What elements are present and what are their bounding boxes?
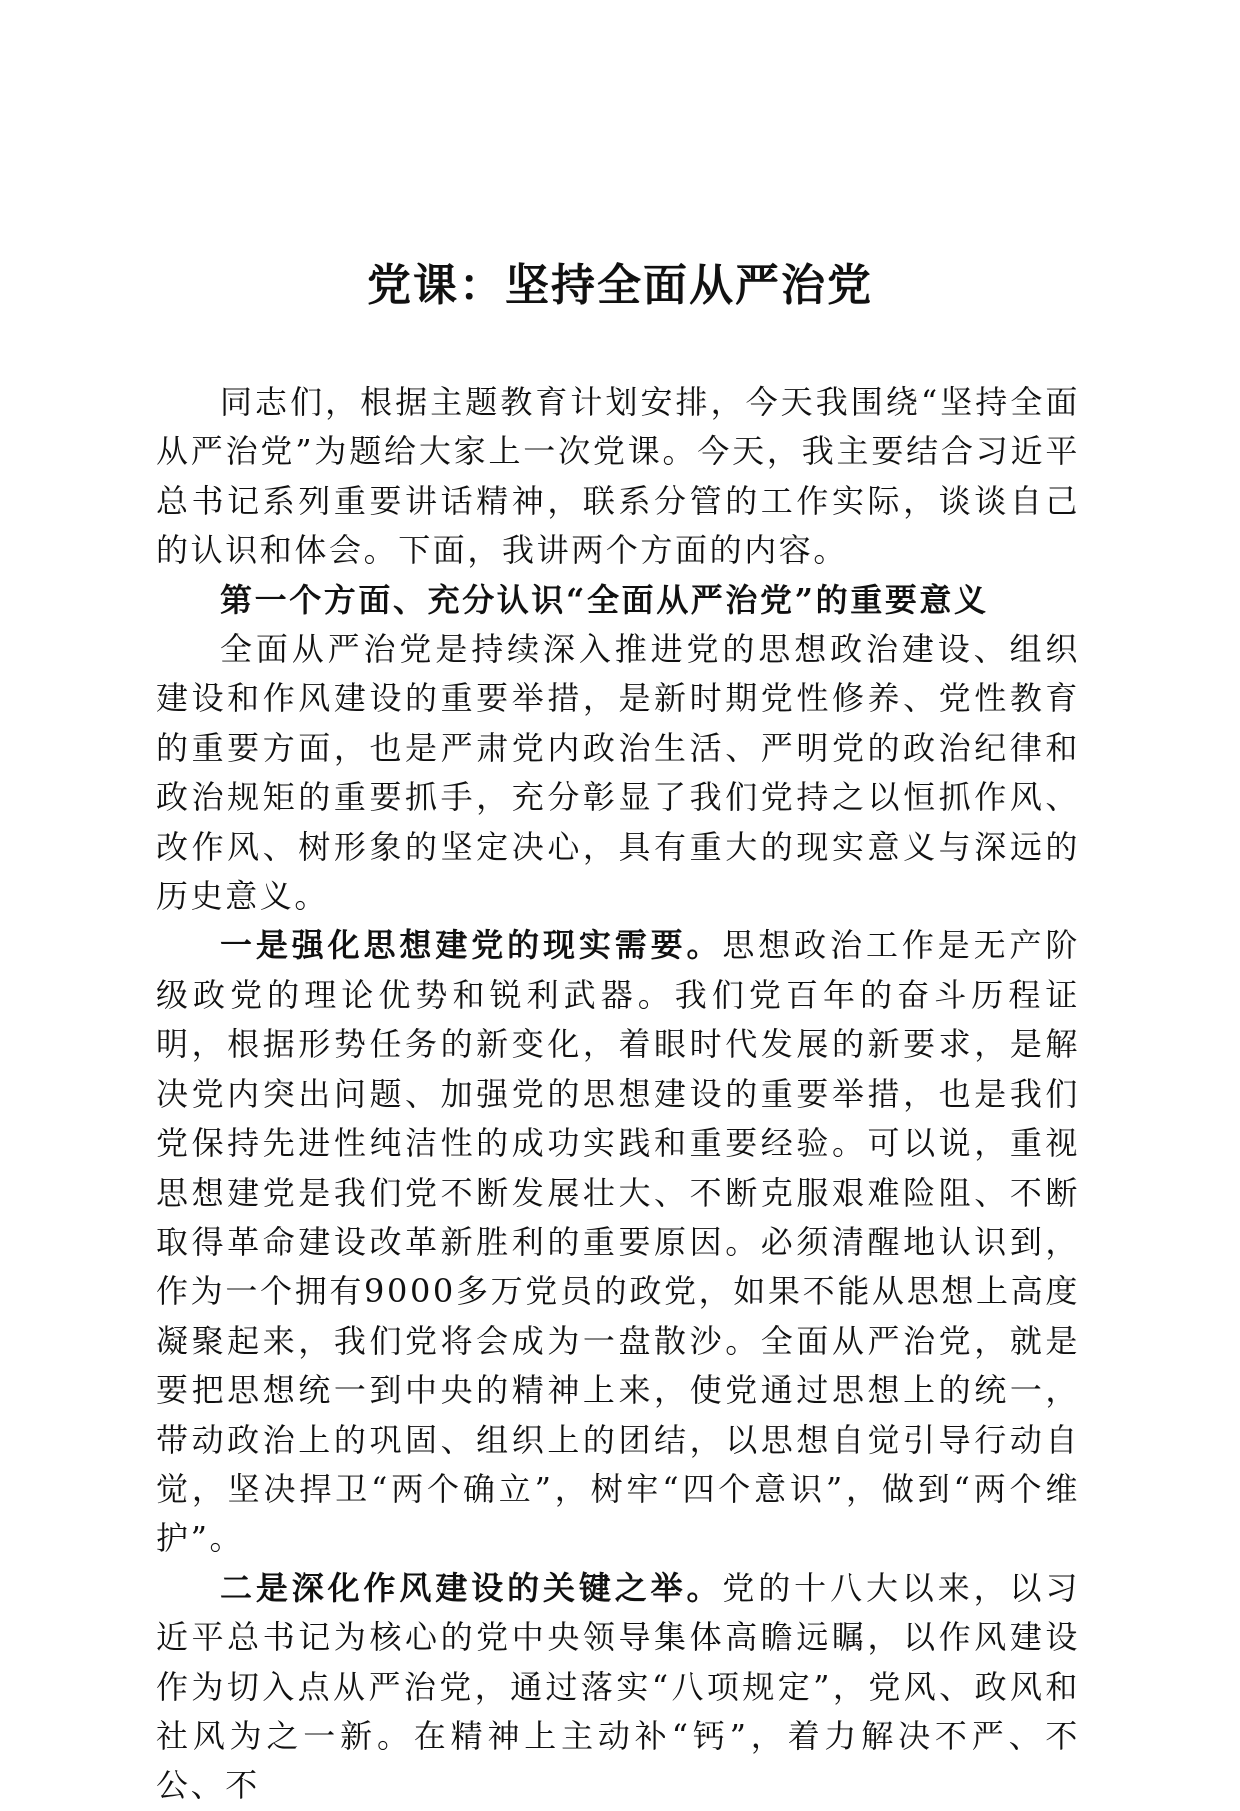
section-heading: 第一个方面、充分认识“全面从严治党”的重要意义 — [220, 580, 989, 619]
point-text: 思想政治工作是无产阶级政党的理论优势和锐利武器。我们党百年的奋斗历程证明，根据形势任务的新变化，着眼时代发展的新要求，是解决党内突出问题、加强党的思想建设的重要举措，也是我们党保持先进性纯洁性的成功实践和重要经验。可以说，重视思想建党是我们党不断发展壮大、不断克服艰难险阻、不断取得革命建设改革新胜利的重要原因。必须清醒地认识到，作为一个拥有9000多万党员的政党，如果不能从思想上高度凝聚起来，我们党将会成为一盘散沙。全面从严治党，就是要把思想统一到中央的精神上来，使党通过思想上的统一，带动政治上的巩固、组织上的团结，以思想自觉引导行动自觉，坚决捍卫“两个确立”，树牢“四个意识”，做到“两个维护”。 — [156, 926, 1080, 1558]
point-text: 党的十八大以来，以习近平总书记为核心的党中央领导集体高瞻远瞩，以作风建设作为切入点从严治党，通过落实“八项规定”，党风、政风和社风为之一新。在精神上主动补“钙”，着力解决不严、不公、不 — [156, 1568, 1080, 1805]
section-paragraph: 全面从严治党是持续深入推进党的思想政治建设、组织建设和作风建设的重要举措，是新时期党性修养、党性教育的重要方面，也是严肃党内政治生活、严明党的政治纪律和政治规矩的重要抓手，充分彰显了我们党持之以恒抓作风、改作风、树形象的坚定决心，具有重大的现实意义与深远的历史意义。 — [156, 630, 1080, 916]
point-paragraph — [156, 1564, 1080, 1811]
document-title: 党课：坚持全面从严治党 — [367, 260, 873, 311]
intro-paragraph: 同志们，根据主题教育计划安排，今天我围绕“坚持全面从严治党”为题给大家上一次党课。今天，我主要结合习近平总书记系列重要讲话精神，联系分管的工作实际，谈谈自己的认识和体会。下面，我讲两个方面的内容。 — [156, 383, 1080, 570]
point-paragraph — [156, 921, 1080, 1563]
point-lead: 一是强化思想建党的现实需要。 — [220, 926, 723, 965]
point-lead: 二是深化作风建设的关键之举。 — [220, 1568, 723, 1607]
document-body — [156, 378, 1080, 1811]
